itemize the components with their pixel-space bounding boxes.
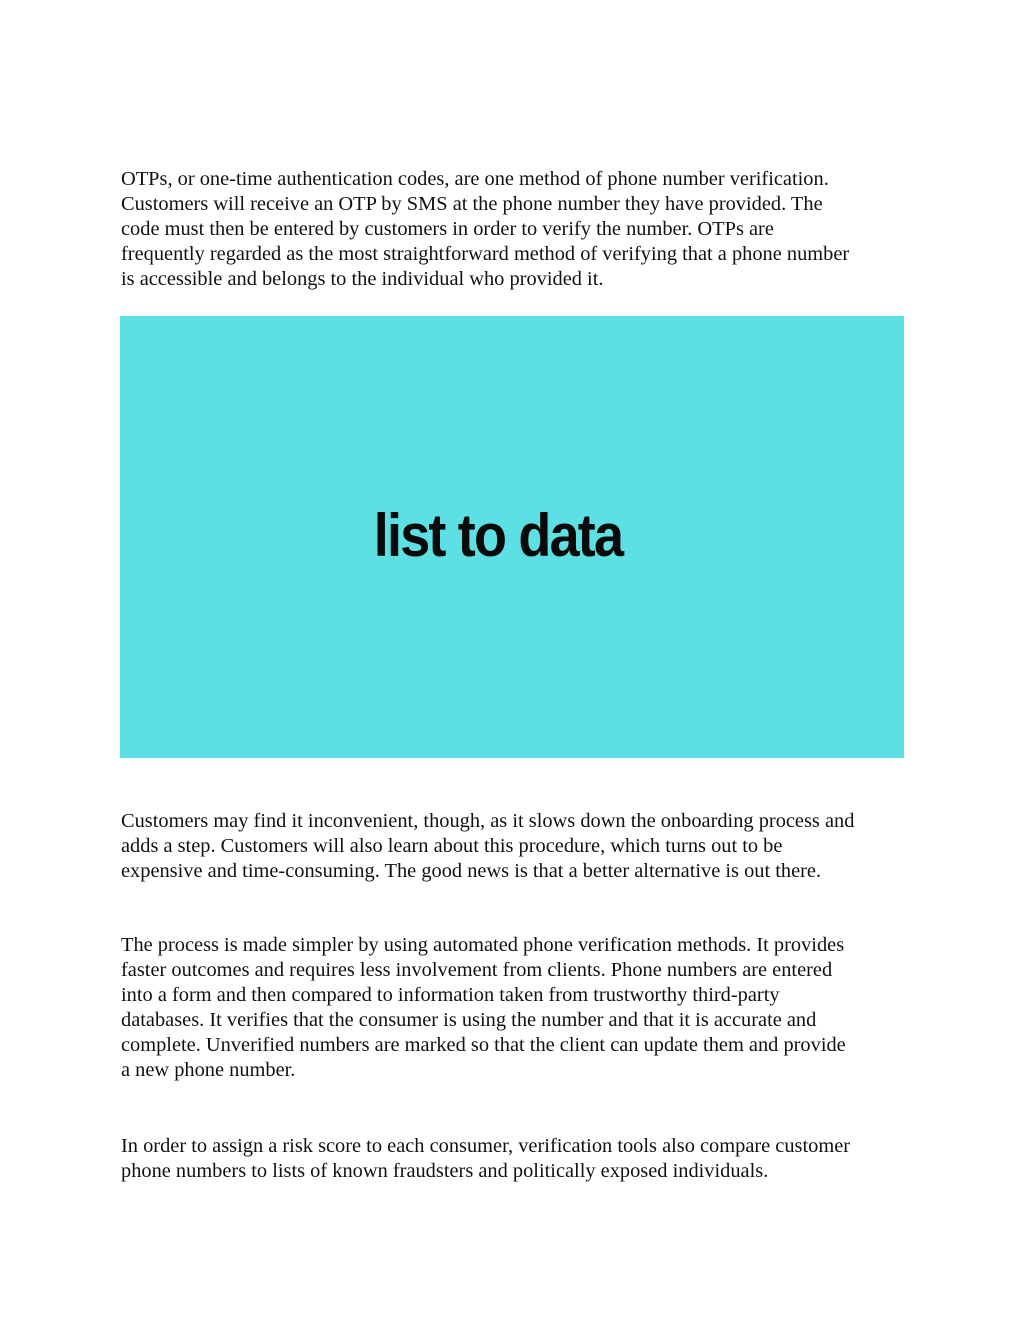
- banner-image: [120, 316, 904, 758]
- banner-text: list to data: [373, 502, 623, 569]
- paragraph-otp-intro: OTPs, or one-time authentication codes, are one method of phone number verification. Customers will receive an OTP by SMS at the phone number they have provided. The code must then be entered by customers in order to verify the number. OTPs are frequently regarded as the most straightforward method of verifying that a phone number is accessible and belongs to the individual who provided it.: [121, 168, 850, 290]
- paragraph-automated-verification: The process is made simpler by using automated phone verification methods. It provides faster outcomes and requires less involvement from clients. Phone numbers are entered into a form and then compared to information taken from trustworthy third-party databases. It verifies that the consumer is using the number and that it is accurate and complete. Unverified numbers are marked so that the client can update them and provide a new phone number.: [121, 934, 846, 1081]
- paragraph-inconvenience: Customers may find it inconvenient, though, as it slows down the onboarding process and adds a step. Customers will also learn about this procedure, which turns out to be expensive and time-consuming. The good news is that a better alternative is out there.: [121, 810, 855, 882]
- paragraph-risk-score: In order to assign a risk score to each consumer, verification tools also compare customer phone numbers to lists of known fraudsters and politically exposed individuals.: [121, 1135, 851, 1182]
